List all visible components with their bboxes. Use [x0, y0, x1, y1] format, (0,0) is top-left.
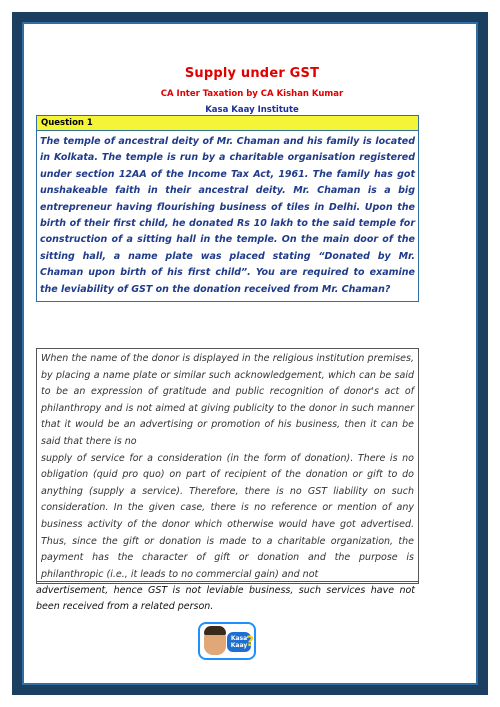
answer-box — [36, 348, 419, 584]
answer-paragraph-2: supply of service for a consideration (in the form of donation). There is no obligation (quid pro quo) on part of recipient of the donation or gift to do anything (supply a service). Therefore, there is no GST liability on such consideration. In the given case, there is no reference or mention of any business activity of the donor which otherwise would have got advertised. Thus, since the gift or donation is made to a charitable organization, the payment has the character of gift or donation and the purpose is philanthropic (i.e., it leads to no commercial gain) and not — [41, 452, 414, 580]
answer-paragraph-3: advertisement, hence GST is not leviable business, such services have not been received from a related person. — [36, 585, 415, 612]
question-mark-icon: ? — [246, 634, 255, 650]
question-box — [36, 115, 419, 302]
institute-name: Kasa Kaay Institute — [205, 105, 299, 115]
mascot-hair-icon — [204, 626, 226, 635]
logo-word-2: Kaay — [230, 642, 248, 649]
page-title: Supply under GST — [184, 66, 320, 81]
kasa-kaay-logo — [198, 622, 256, 660]
answer-paragraph-1: When the name of the donor is displayed in the religious institution premises, by placing a name plate or similar such acknowledgement, which can be said to be an expression of gratitude and public recognition of donor's act of philanthropy and is not aimed at giving publicity to the donor in such manner that it would be an advertising or promotion of his business, then it can be said that there is no — [41, 353, 414, 447]
logo-word-1: Kasa — [230, 635, 248, 642]
question-label: Question 1 — [37, 116, 418, 131]
course-subtitle: CA Inter Taxation by CA Kishan Kumar — [160, 89, 344, 99]
answer-continuation — [36, 581, 419, 614]
question-text: The temple of ancestral deity of Mr. Chaman and his family is located in Kolkata. The temple is run by a charitable organisation registered under section 12AA of the Income Tax Act, 1961. The family has got unshakeable faith in their ancestral deity. Mr. Chaman is a big entrepreneur having flourishing business of tiles in Delhi. Upon the birth of their first child, he donated Rs 10 lakh to the said temple for construction of a sitting hall in the temple. On the main door of the sitting hall, a name plate was placed stating “Donated by Mr. Chaman upon birth of his first child”. You are required to examine the leviability of GST on the donation received from Mr. Chaman? — [40, 136, 415, 295]
